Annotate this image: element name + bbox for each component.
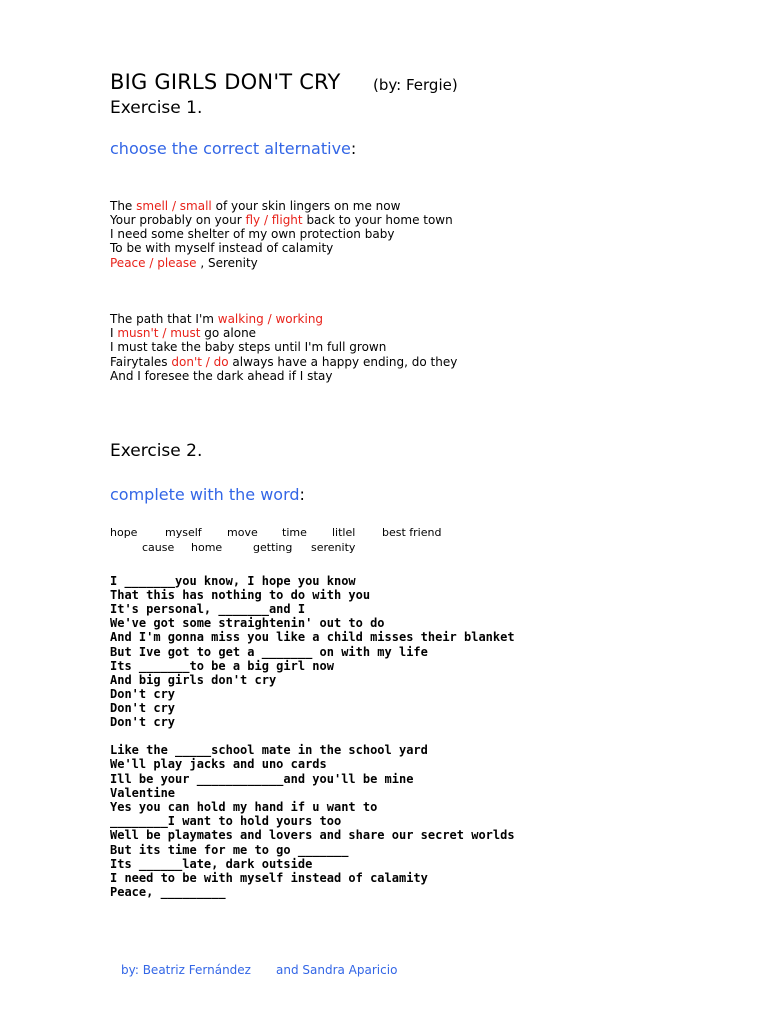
page-title: BIG GIRLS DON'T CRY (110, 70, 341, 94)
word-bank-item: myself (165, 526, 202, 539)
instruction-colon: : (299, 485, 305, 504)
line-text: , Serenity (196, 256, 258, 270)
line-text: Your probably on your (110, 213, 246, 227)
exercise-1-line (110, 213, 453, 227)
alternative-option: Peace / please (110, 256, 197, 270)
word-bank-item: litlel (332, 526, 356, 539)
exercise-2-line: Don't cry (110, 687, 176, 701)
exercise-2-line: Don't cry (110, 715, 176, 729)
word-bank-item: best friend (382, 526, 442, 539)
exercise-2-line: Well be playmates and lovers and share our secret worlds (110, 828, 515, 842)
word-bank-item: hope (110, 526, 138, 539)
exercise-2-line: We've got some straightenin' out to do (110, 616, 385, 630)
alternative-option: walking / working (217, 312, 324, 326)
line-text: always have a happy ending, do they (228, 355, 458, 369)
line-text: The (110, 199, 137, 213)
exercise-2-line: That this has nothing to do with you (110, 588, 371, 602)
exercise-1-line (110, 241, 333, 255)
alternative-option: don't / do (171, 355, 229, 369)
line-text: I (110, 326, 118, 340)
line-text: And I foresee the dark ahead if I stay (110, 369, 333, 383)
exercise-2-line: Ill be your ____________and you'll be mine (110, 772, 414, 786)
exercise-2-line: Yes you can hold my hand if u want to (110, 800, 378, 814)
word-bank-item: cause (142, 541, 175, 554)
song-byline: (by: Fergie) (373, 76, 458, 94)
footer-author: by: Beatriz Fernández (121, 963, 251, 977)
exercise-1-line (110, 340, 386, 354)
exercise-1-instruction (110, 139, 356, 158)
line-text: To be with myself instead of calamity (110, 241, 334, 255)
word-bank-item: getting (253, 541, 293, 554)
exercise-2-line: Don't cry (110, 701, 176, 715)
alternative-option: smell / small (136, 199, 212, 213)
instruction-colon: : (350, 139, 357, 158)
exercise-2-line: Its ______late, dark outside (110, 857, 313, 871)
instruction-text: choose the correct alternative (110, 139, 351, 158)
exercise-1-line (110, 369, 333, 383)
line-text: Fairytales (110, 355, 172, 369)
exercise-1-line (110, 256, 258, 270)
exercise-1-line (110, 227, 394, 241)
word-bank-item: serenity (311, 541, 356, 554)
exercise-2-line: We'll play jacks and uno cards (110, 757, 327, 771)
exercise-2-line: ________I want to hold yours too (110, 814, 342, 828)
exercise-1-line (110, 312, 323, 326)
word-bank-item: time (282, 526, 307, 539)
exercise-2-line: And I'm gonna miss you like a child misses their blanket (110, 630, 515, 644)
line-text: I must take the baby steps until I'm full grown (110, 340, 387, 354)
line-text: The path that I'm (110, 312, 218, 326)
exercise-2-line: And big girls don't cry (110, 673, 277, 687)
exercise-2-line: Peace, _________ (110, 885, 226, 899)
exercise-2-line: It's personal, _______and I (110, 602, 306, 616)
word-bank-item: home (191, 541, 223, 554)
footer-coauthor: and Sandra Aparicio (276, 963, 398, 977)
exercise-2-line: I need to be with myself instead of calamity (110, 871, 428, 885)
alternative-option: fly / flight (245, 213, 303, 227)
alternative-option: musn't / must (117, 326, 201, 340)
line-text: back to your home town (302, 213, 453, 227)
line-text: of your skin lingers on me now (211, 199, 401, 213)
exercise-2-line: Valentine (110, 786, 176, 800)
exercise-1-heading: Exercise 1. (110, 98, 203, 118)
instruction-text: complete with the word (110, 485, 300, 504)
exercise-2-line: Its _______to be a big girl now (110, 659, 334, 673)
exercise-2-line: But its time for me to go _______ (110, 843, 349, 857)
exercise-2-line: Like the _____school mate in the school yard (110, 743, 428, 757)
line-text: I need some shelter of my own protection baby (110, 227, 395, 241)
exercise-2-instruction (110, 485, 305, 504)
exercise-2-heading: Exercise 2. (110, 441, 203, 461)
exercise-1-line (110, 326, 256, 340)
exercise-1-line (110, 355, 457, 369)
word-bank-item: move (227, 526, 258, 539)
line-text: go alone (200, 326, 257, 340)
exercise-2-line: I _______you know, I hope you know (110, 574, 356, 588)
exercise-1-line (110, 199, 400, 213)
exercise-2-line: But Ive got to get a _______ on with my life (110, 645, 428, 659)
